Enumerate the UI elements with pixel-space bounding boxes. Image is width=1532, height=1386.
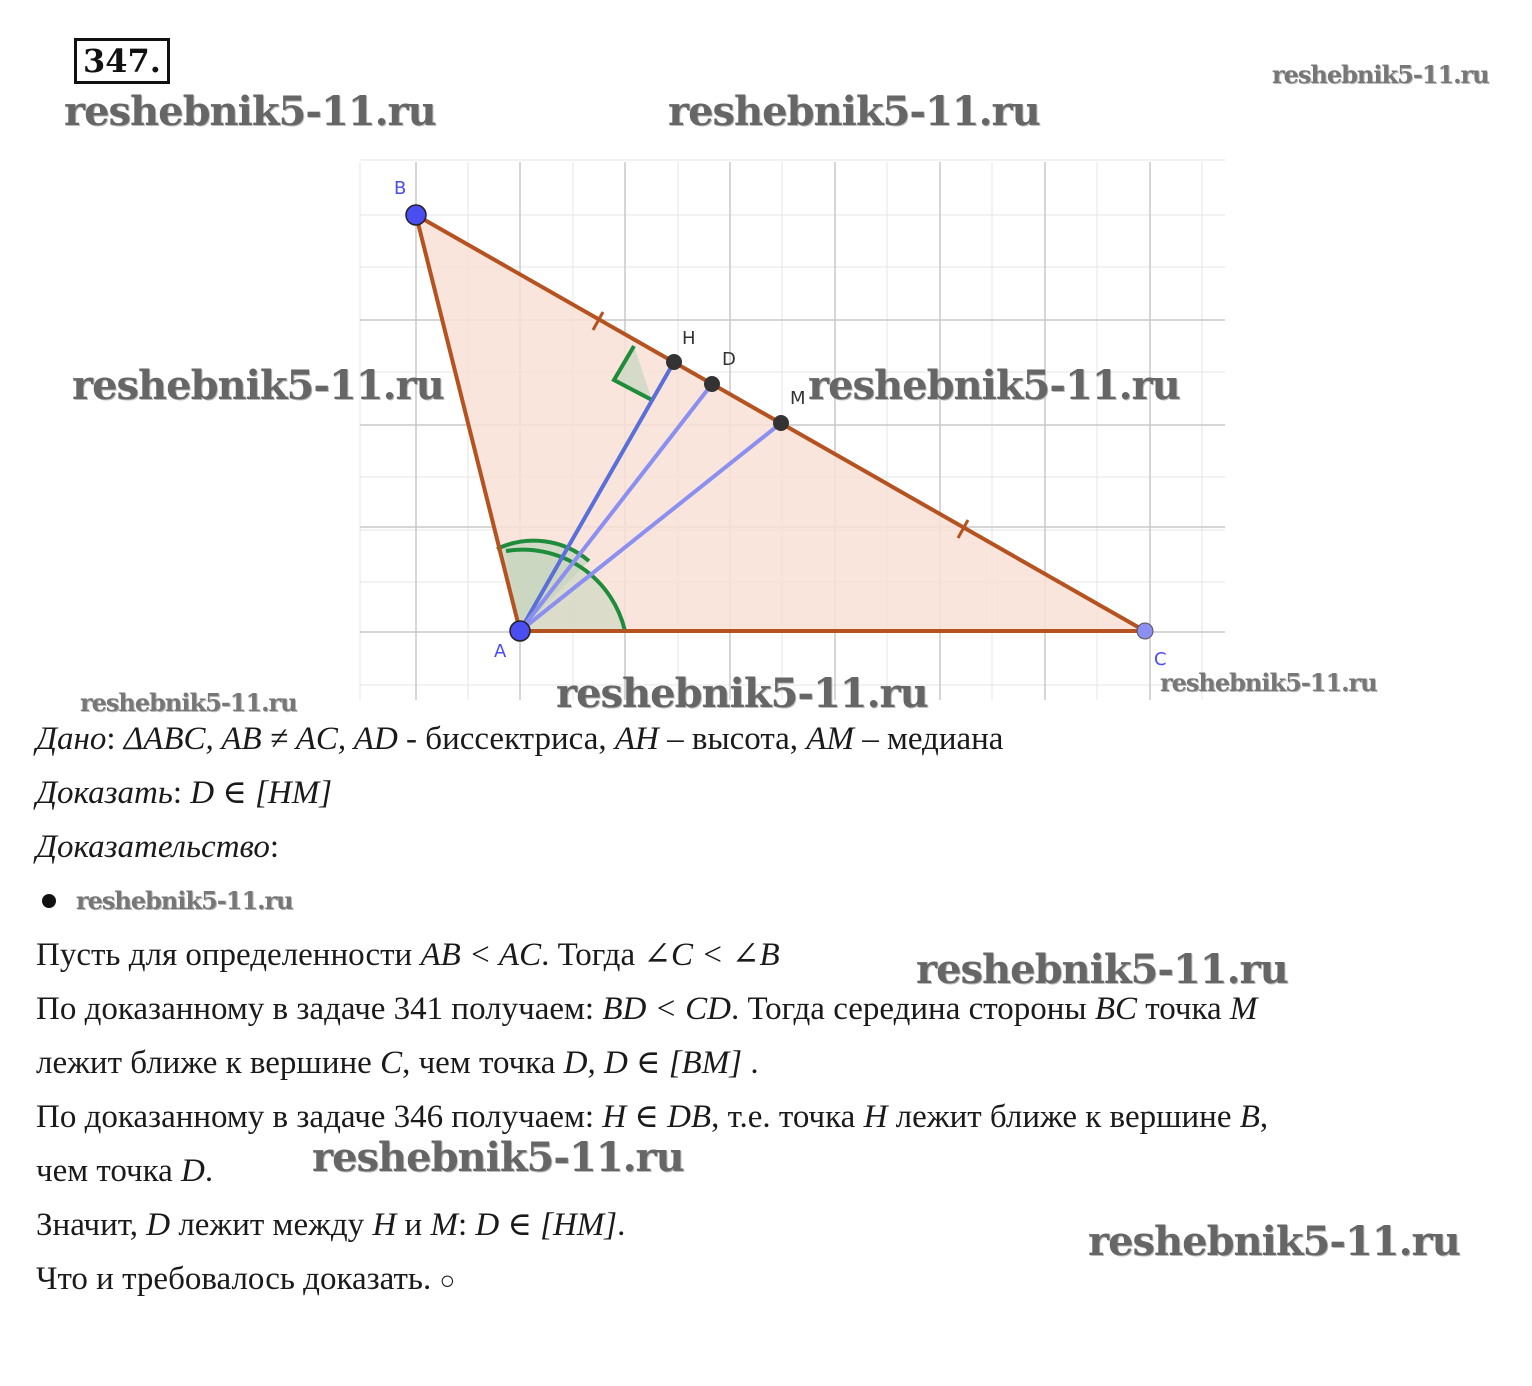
- watermark: reshebnik5-11.ru: [808, 362, 1180, 409]
- text-run: – медиана: [853, 721, 1004, 757]
- text-run: По доказанному в задаче 341 получаем:: [36, 991, 603, 1027]
- watermark: reshebnik5-11.ru: [1088, 1218, 1460, 1265]
- text-run: . Тогда: [541, 937, 644, 973]
- math: AM: [806, 721, 854, 757]
- triangle-figure: [300, 140, 1230, 710]
- watermark: reshebnik5-11.ru: [312, 1134, 684, 1181]
- text-run: лежит ближе к вершине: [36, 1045, 381, 1081]
- math: B: [1239, 1099, 1260, 1135]
- qed-icon: ○: [439, 1266, 456, 1295]
- watermark: reshebnik5-11.ru: [668, 88, 1040, 135]
- vertex-a: [510, 621, 530, 641]
- text-run: и: [396, 1207, 431, 1243]
- label-h: H: [682, 328, 696, 349]
- math: ∠C < ∠B: [643, 937, 780, 973]
- text-run: По доказанному в задаче 346 получаем:: [36, 1099, 603, 1135]
- watermark: reshebnik5-11.ru: [1272, 60, 1489, 89]
- watermark: reshebnik5-11.ru: [80, 688, 297, 717]
- text-run: лежит между: [170, 1207, 373, 1243]
- label-c: C: [1154, 649, 1167, 670]
- text-run: - биссектриса,: [397, 721, 615, 757]
- math: D: [181, 1153, 205, 1189]
- watermark: reshebnik5-11.ru: [76, 886, 293, 915]
- proof-line-1: [36, 928, 1516, 982]
- prove-line: Доказать: D ∈ [HM]: [36, 775, 333, 811]
- text-run: .: [617, 1207, 626, 1243]
- math: D: [146, 1207, 171, 1243]
- text-run: Значит,: [36, 1207, 147, 1243]
- proof-line-4: [36, 1090, 1516, 1144]
- proof-line-2: [36, 982, 1516, 1036]
- given-line: Дано: ΔABC, AB ≠ AC, AD - биссектриса, AH – высота, AM – медиана: [36, 721, 1004, 757]
- text-run: чем точка: [36, 1153, 182, 1189]
- text-run: :: [457, 1207, 476, 1243]
- text-run: .: [742, 1045, 759, 1081]
- vertex-c: [1137, 623, 1153, 639]
- text-run: Пусть для определенности: [36, 937, 421, 973]
- point-h: [666, 354, 682, 370]
- math: H ∈ DB: [602, 1099, 712, 1135]
- proof-label: Доказательство: [36, 829, 270, 865]
- label-m: M: [790, 388, 806, 409]
- text-run: , чем точка: [402, 1045, 564, 1081]
- problem-number: 347.: [74, 38, 170, 84]
- math: D ∈ [HM]: [190, 775, 333, 811]
- math: H: [863, 1099, 888, 1135]
- text-run: ,: [1259, 1099, 1269, 1135]
- math: BC: [1094, 991, 1137, 1027]
- watermark: reshebnik5-11.ru: [1160, 668, 1377, 697]
- watermark: reshebnik5-11.ru: [916, 946, 1288, 993]
- text-run: .: [204, 1153, 214, 1189]
- bullet-icon: [42, 894, 56, 908]
- math: BD < CD: [602, 991, 731, 1027]
- label-b: B: [394, 178, 407, 199]
- point-m: [773, 415, 789, 431]
- proof-heading: Доказательство:: [36, 829, 280, 865]
- math: M: [1229, 991, 1258, 1027]
- math: C: [380, 1045, 403, 1081]
- text-run: точка: [1137, 991, 1230, 1027]
- math: AH: [614, 721, 659, 757]
- math: H: [372, 1207, 397, 1243]
- math: D, D ∈ [BM]: [563, 1045, 743, 1081]
- proof-line-3: [36, 1036, 1516, 1090]
- text-run: . Тогда середина стороны: [730, 991, 1095, 1027]
- watermark: reshebnik5-11.ru: [64, 88, 436, 135]
- label-a: A: [494, 641, 507, 662]
- text-run: лежит ближе к вершине: [887, 1099, 1240, 1135]
- text-run: , т.е. точка: [711, 1099, 864, 1135]
- point-d: [704, 376, 720, 392]
- text-run: – высота,: [658, 721, 807, 757]
- given-label: Дано: [36, 721, 107, 757]
- math: ΔABC, AB ≠ AC, AD: [123, 721, 398, 757]
- text-run: Что и требовалось доказать.: [36, 1261, 432, 1297]
- vertex-b: [406, 205, 426, 225]
- math: M: [430, 1207, 458, 1243]
- watermark: reshebnik5-11.ru: [556, 670, 928, 717]
- math: D ∈ [HM]: [475, 1207, 618, 1243]
- math: AB < AC: [420, 937, 542, 973]
- label-d: D: [722, 349, 736, 370]
- bullet-line: [36, 874, 1516, 928]
- proof-line-5: [36, 1144, 1516, 1198]
- watermark: reshebnik5-11.ru: [72, 362, 444, 409]
- prove-label: Доказать: [36, 775, 173, 811]
